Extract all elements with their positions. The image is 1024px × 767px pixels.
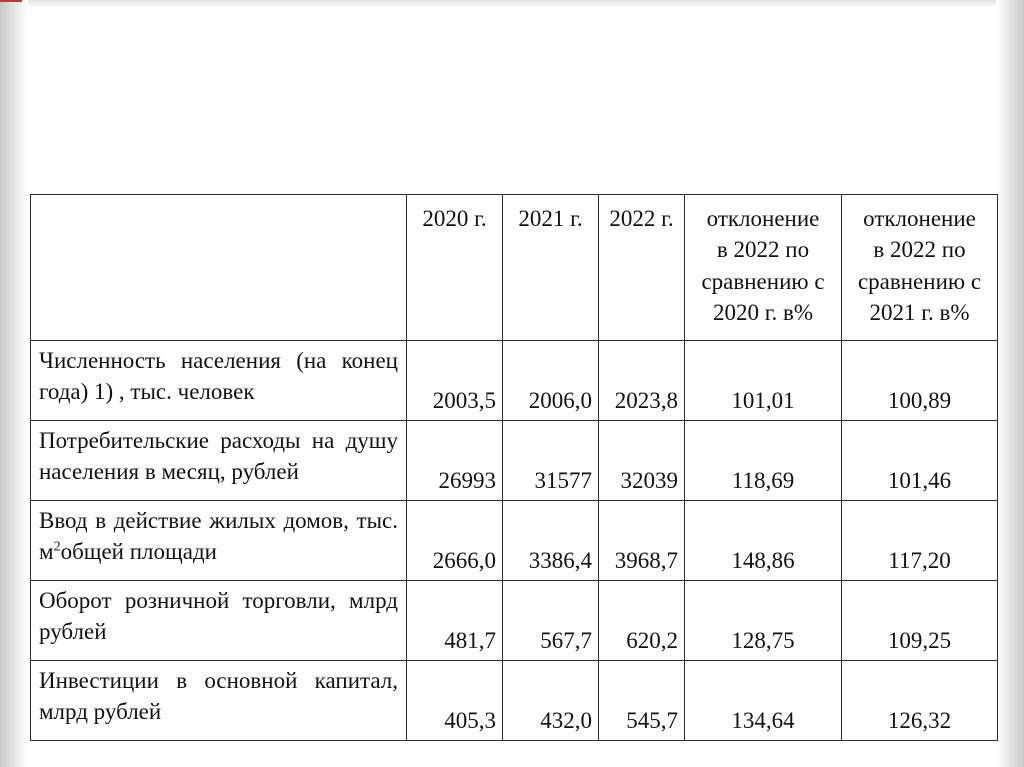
corner-mark [0,0,22,2]
cell-2022: 2023,8 [599,341,685,421]
header-cell-2022: 2022 г. [599,195,685,341]
cell-2021: 3386,4 [503,501,599,581]
cell-deviation-2020: 118,69 [685,421,842,501]
table-header-row [31,195,998,341]
cell-deviation-2020: 134,64 [685,661,842,741]
cell-2022: 3968,7 [599,501,685,581]
table-row [31,421,998,501]
header-cell-2020: 2020 г. [407,195,503,341]
row-label-housing [31,501,407,581]
header-cell-2021: 2021 г. [503,195,599,341]
row-label-housing-text-end: общей площади [60,539,217,565]
cell-2022: 32039 [599,421,685,501]
slide-left-shadow [0,0,28,767]
cell-deviation-2021: 126,32 [842,661,998,741]
row-label-population: Численность населения (на конец года) 1) , тыс. человек [31,341,407,421]
cell-2021: 2006,0 [503,341,599,421]
cell-2021: 432,0 [503,661,599,741]
cell-2020: 481,7 [407,581,503,661]
cell-2020: 2003,5 [407,341,503,421]
cell-2020: 2666,0 [407,501,503,581]
row-label-consumer-spending: Потребительские расходы на душу населения в месяц, рублей [31,421,407,501]
cell-deviation-2020: 101,01 [685,341,842,421]
header-cell-empty [31,195,407,341]
cell-deviation-2021: 117,20 [842,501,998,581]
cell-2020: 26993 [407,421,503,501]
slide-top-shadow [0,0,1024,8]
table-row [31,661,998,741]
cell-deviation-2021: 101,46 [842,421,998,501]
cell-deviation-2021: 100,89 [842,341,998,421]
cell-2020: 405,3 [407,661,503,741]
cell-deviation-2020: 128,75 [685,581,842,661]
cell-deviation-2020: 148,86 [685,501,842,581]
superscript-2: 2 [53,539,61,555]
table-row [31,501,998,581]
cell-2021: 31577 [503,421,599,501]
slide-right-shadow [996,0,1024,767]
table-row [31,581,998,661]
cell-2022: 545,7 [599,661,685,741]
row-label-retail-turnover: Оборот розничной торговли, млрд рублей [31,581,407,661]
statistics-table [30,194,998,741]
cell-deviation-2021: 109,25 [842,581,998,661]
header-cell-deviation-2021: отклонение в 2022 по сравнению с 2021 г. в% [842,195,998,341]
table-row [31,341,998,421]
row-label-housing-text: Ввод в действие жилых домов, тыс. м [39,508,398,565]
cell-2022: 620,2 [599,581,685,661]
cell-2021: 567,7 [503,581,599,661]
row-label-investment: Инвестиции в основной капитал, млрд рублей [31,661,407,741]
header-cell-deviation-2020: отклонение в 2022 по сравнению с 2020 г. в% [685,195,842,341]
